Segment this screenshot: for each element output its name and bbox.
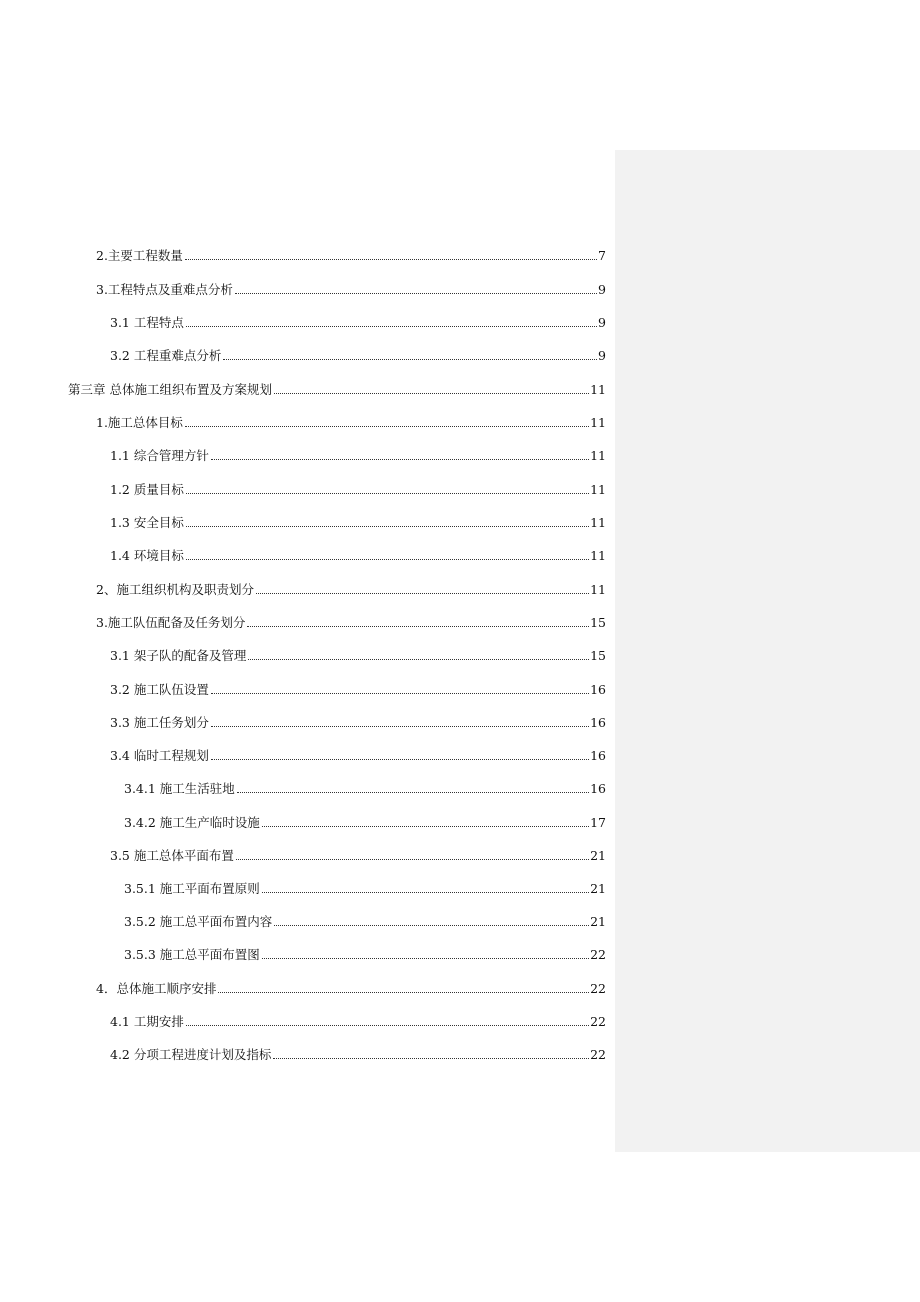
- toc-leader: [262, 957, 589, 959]
- toc-page-number: 16: [590, 748, 606, 763]
- toc-leader: [247, 625, 589, 627]
- toc-label: 3.4.2 施工生产临时设施: [124, 815, 260, 830]
- toc-entry[interactable]: [96, 981, 606, 997]
- toc-entry[interactable]: [96, 415, 606, 431]
- toc-page-number: 9: [598, 282, 606, 297]
- toc-entry[interactable]: [110, 548, 606, 564]
- toc-label: 3.3 施工任务划分: [110, 715, 209, 730]
- toc-page-number: 11: [590, 382, 606, 397]
- toc-label: 3.2 施工队伍设置: [110, 682, 209, 697]
- toc-page-number: 15: [590, 615, 606, 630]
- toc-leader: [185, 425, 589, 427]
- toc-entry[interactable]: [96, 282, 606, 298]
- toc-entry[interactable]: [124, 881, 606, 897]
- toc-leader: [262, 891, 589, 893]
- toc-leader: [186, 492, 589, 494]
- toc-page-number: 22: [590, 1014, 606, 1029]
- toc-leader: [248, 658, 589, 660]
- toc-page-number: 11: [590, 482, 606, 497]
- toc-page-number: 11: [590, 582, 606, 597]
- toc-label: 3.1 工程特点: [110, 315, 184, 330]
- toc-entry[interactable]: [110, 348, 606, 364]
- toc-page-number: 9: [598, 348, 606, 363]
- toc-page-number: 17: [590, 815, 606, 830]
- toc-page-number: 16: [590, 781, 606, 796]
- toc-entry[interactable]: [110, 448, 606, 464]
- toc-page-number: 7: [598, 248, 606, 263]
- toc-page-number: 21: [590, 881, 606, 896]
- toc-label: 4.1 工期安排: [110, 1014, 184, 1029]
- toc-leader: [262, 825, 589, 827]
- toc-label: 3.5.3 施工总平面布置图: [124, 947, 260, 962]
- toc-leader: [235, 292, 597, 294]
- toc-leader: [256, 592, 589, 594]
- toc-entry[interactable]: [96, 615, 606, 631]
- toc-label: 4.2 分项工程进度计划及指标: [110, 1047, 272, 1062]
- toc-entry[interactable]: [110, 1047, 606, 1063]
- toc-page-number: 22: [590, 947, 606, 962]
- toc-page-number: 21: [590, 914, 606, 929]
- toc-label: 3.施工队伍配备及任务划分: [96, 615, 246, 630]
- toc-page-number: 21: [590, 848, 606, 863]
- toc-leader: [186, 558, 589, 560]
- toc-entry[interactable]: [110, 482, 606, 498]
- toc-entry[interactable]: [110, 715, 606, 731]
- toc-page-number: 11: [590, 448, 606, 463]
- toc-page-number: 9: [598, 315, 606, 330]
- toc-leader: [273, 1057, 589, 1059]
- toc-label: 3.5.1 施工平面布置原则: [124, 881, 260, 896]
- toc-page-number: 11: [590, 415, 606, 430]
- toc-label: 3.4.1 施工生活驻地: [124, 781, 235, 796]
- toc-leader: [211, 725, 589, 727]
- toc-leader: [186, 1024, 589, 1026]
- toc-entry[interactable]: [96, 582, 606, 598]
- toc-label: 1.3 安全目标: [110, 515, 184, 530]
- toc-label: 3.1 架子队的配备及管理: [110, 648, 247, 663]
- toc-leader: [185, 258, 597, 260]
- toc-entry[interactable]: [110, 515, 606, 531]
- toc-entry[interactable]: [68, 382, 606, 398]
- toc-label: 第三章 总体施工组织布置及方案规划: [68, 382, 272, 397]
- toc-entry[interactable]: [96, 248, 606, 264]
- toc-leader: [223, 358, 597, 360]
- comment-pane: [615, 150, 920, 1152]
- toc-page-number: 15: [590, 648, 606, 663]
- toc-leader: [274, 924, 589, 926]
- toc-leader: [274, 392, 589, 394]
- toc-label: 1.1 综合管理方针: [110, 448, 209, 463]
- toc-entry[interactable]: [124, 914, 606, 930]
- toc-entry[interactable]: [110, 315, 606, 331]
- toc-label: 2、施工组织机构及职责划分: [96, 582, 254, 597]
- toc-label: 1.施工总体目标: [96, 415, 183, 430]
- toc-leader: [236, 858, 589, 860]
- toc-entry[interactable]: [110, 748, 606, 764]
- toc-page-number: 22: [590, 1047, 606, 1062]
- toc-label: 3.5 施工总体平面布置: [110, 848, 234, 863]
- toc-entry[interactable]: [110, 848, 606, 864]
- toc-leader: [211, 692, 589, 694]
- toc-page-number: 22: [590, 981, 606, 996]
- toc-entry[interactable]: [124, 781, 606, 797]
- toc-leader: [218, 991, 589, 993]
- toc-leader: [237, 791, 589, 793]
- toc-page-number: 11: [590, 515, 606, 530]
- toc-page-number: 16: [590, 715, 606, 730]
- toc-label: 1.2 质量目标: [110, 482, 184, 497]
- toc-entry[interactable]: [110, 1014, 606, 1030]
- toc-label: 3.4 临时工程规划: [110, 748, 209, 763]
- toc-entry[interactable]: [110, 682, 606, 698]
- toc-label: 4．总体施工顺序安排: [96, 981, 217, 996]
- toc-label: 3.工程特点及重难点分析: [96, 282, 233, 297]
- toc-label: 2.主要工程数量: [96, 248, 183, 263]
- toc-leader: [186, 325, 597, 327]
- toc-label: 1.4 环境目标: [110, 548, 184, 563]
- toc-entry[interactable]: [124, 947, 606, 963]
- toc-entry[interactable]: [124, 815, 606, 831]
- toc-label: 3.5.2 施工总平面布置内容: [124, 914, 273, 929]
- toc-page-number: 16: [590, 682, 606, 697]
- toc-leader: [211, 458, 589, 460]
- toc-entry[interactable]: [110, 648, 606, 664]
- toc-leader: [211, 758, 589, 760]
- toc-label: 3.2 工程重难点分析: [110, 348, 222, 363]
- toc-leader: [186, 525, 589, 527]
- toc-page-number: 11: [590, 548, 606, 563]
